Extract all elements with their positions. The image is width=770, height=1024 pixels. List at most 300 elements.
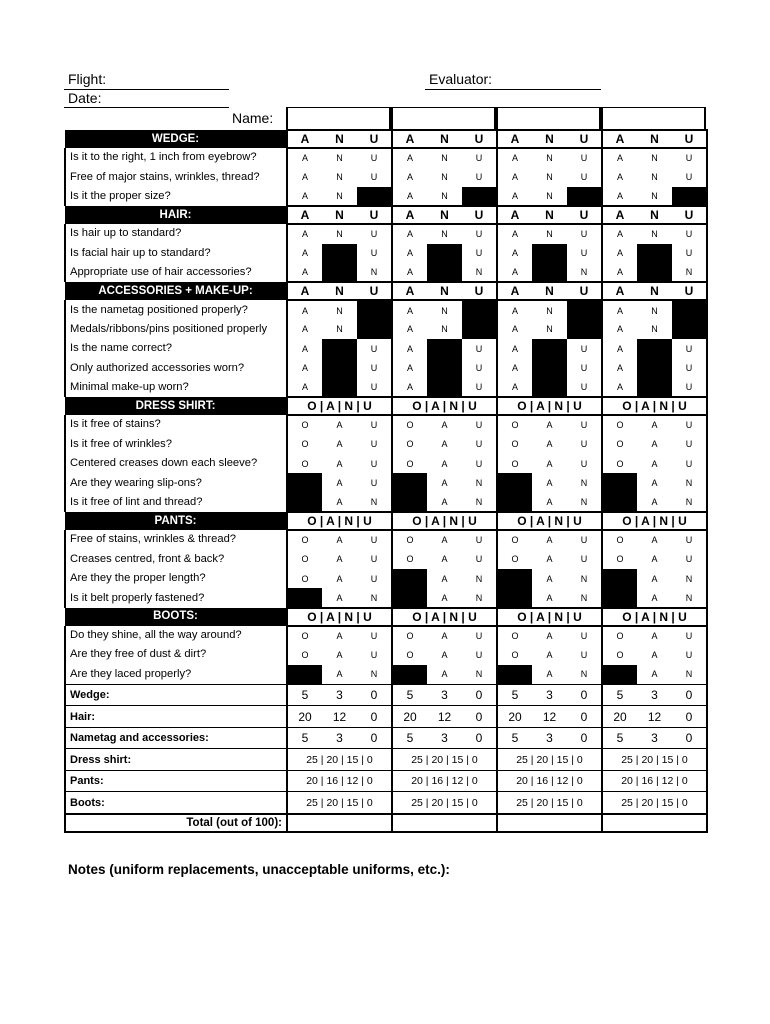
rating-option[interactable]: O <box>287 415 322 434</box>
score-value: 5 <box>392 684 427 706</box>
rating-option[interactable]: O <box>392 645 427 664</box>
rating-option[interactable]: A <box>546 497 553 508</box>
rating-option[interactable]: U <box>567 224 602 243</box>
rating-option[interactable]: A <box>651 554 658 565</box>
score-value: 25 | 20 | 15 | 0 <box>392 792 497 814</box>
rating-option[interactable]: A <box>336 573 343 584</box>
rating-option[interactable]: U <box>672 454 707 473</box>
rating-option[interactable]: A <box>441 420 448 431</box>
rating-option[interactable]: A <box>602 187 637 206</box>
rating-option[interactable]: A <box>287 167 322 186</box>
rating-option[interactable]: N <box>462 588 497 607</box>
total-field[interactable] <box>497 814 602 832</box>
rating-option[interactable]: A <box>287 320 322 339</box>
rating-option[interactable]: A <box>336 420 343 431</box>
rating-option[interactable]: A <box>441 631 448 641</box>
rating-option[interactable]: A <box>497 320 532 339</box>
rating-option[interactable]: O <box>392 530 427 549</box>
rating-option[interactable]: U <box>672 435 707 454</box>
rating-option[interactable]: O <box>602 550 637 569</box>
rating-option[interactable]: N <box>441 229 448 240</box>
rating-option[interactable]: N <box>546 172 553 183</box>
name-label: Name: <box>232 110 274 126</box>
column-header: O | A | N | U <box>287 608 392 626</box>
rating-option[interactable]: N <box>546 229 553 240</box>
score-value: 25 | 20 | 15 | 0 <box>497 792 602 814</box>
rating-option[interactable]: A <box>287 359 322 378</box>
rating-option[interactable]: A <box>546 420 553 431</box>
column-header: U <box>462 130 497 148</box>
section-header: HAIR: <box>65 206 287 224</box>
total-field[interactable] <box>392 814 497 832</box>
rating-option[interactable]: A <box>497 148 532 167</box>
rating-option[interactable]: O <box>287 530 322 549</box>
rating-option[interactable]: A <box>336 535 343 546</box>
rating-option[interactable]: N <box>651 172 658 183</box>
score-value: 25 | 20 | 15 | 0 <box>287 749 392 771</box>
rating-option[interactable]: U <box>357 378 392 397</box>
name-field-1[interactable] <box>286 107 391 130</box>
rating-option[interactable]: U <box>672 415 707 434</box>
rating-option[interactable]: U <box>462 645 497 664</box>
score-value: 0 <box>567 727 602 749</box>
rating-option[interactable]: A <box>392 167 427 186</box>
rating-option[interactable]: U <box>672 224 707 243</box>
rating-option[interactable]: A <box>651 478 658 489</box>
rating-option[interactable]: U <box>672 339 707 358</box>
rating-option[interactable]: A <box>287 244 322 263</box>
rating-option[interactable]: A <box>602 320 637 339</box>
question-label: Is it free of stains? <box>65 415 287 434</box>
column-header: N <box>427 130 462 148</box>
rating-option[interactable]: A <box>651 649 658 660</box>
rating-option[interactable]: A <box>602 167 637 186</box>
rating-option[interactable]: A <box>392 320 427 339</box>
blocked-cell <box>532 244 567 263</box>
rating-option[interactable]: U <box>567 645 602 664</box>
rating-option[interactable]: O <box>497 550 532 569</box>
rating-option[interactable]: O <box>287 626 322 645</box>
rating-option[interactable]: U <box>357 435 392 454</box>
column-header: A <box>497 206 532 224</box>
rating-option[interactable]: U <box>672 244 707 263</box>
rating-option[interactable]: U <box>462 454 497 473</box>
rating-option[interactable]: O <box>497 530 532 549</box>
rating-option[interactable]: O <box>497 645 532 664</box>
rating-option[interactable]: A <box>287 263 322 282</box>
rating-option[interactable]: O <box>497 435 532 454</box>
rating-option[interactable]: A <box>441 497 448 508</box>
score-value: 20 | 16 | 12 | 0 <box>392 770 497 792</box>
rating-option[interactable]: U <box>567 167 602 186</box>
rating-option[interactable]: U <box>462 224 497 243</box>
rating-option[interactable]: A <box>546 631 553 641</box>
rating-option[interactable]: A <box>497 167 532 186</box>
rating-option[interactable]: A <box>497 339 532 358</box>
rating-option[interactable]: N <box>651 153 658 164</box>
rating-option[interactable]: U <box>567 339 602 358</box>
rating-option[interactable]: U <box>357 339 392 358</box>
rating-option[interactable]: U <box>357 530 392 549</box>
rating-option[interactable]: A <box>497 359 532 378</box>
blocked-cell <box>532 263 567 282</box>
rating-option[interactable]: U <box>567 378 602 397</box>
table-row <box>65 339 707 358</box>
rating-option[interactable]: O <box>602 530 637 549</box>
rating-option[interactable]: A <box>546 649 553 660</box>
rating-option[interactable]: A <box>441 458 448 469</box>
rating-option[interactable]: O <box>287 645 322 664</box>
column-header: U <box>462 206 497 224</box>
score-value: 5 <box>287 684 322 706</box>
rating-option[interactable]: U <box>567 415 602 434</box>
name-field-2[interactable] <box>391 107 496 130</box>
blocked-cell <box>392 569 427 588</box>
rating-option[interactable]: U <box>672 359 707 378</box>
rating-option[interactable]: N <box>567 493 602 512</box>
rating-option[interactable]: A <box>651 573 658 584</box>
rating-option[interactable]: U <box>357 626 392 645</box>
rating-option[interactable]: A <box>546 592 553 603</box>
rating-option[interactable]: N <box>336 153 343 164</box>
rating-option[interactable]: N <box>462 665 497 685</box>
rating-option[interactable]: A <box>392 148 427 167</box>
rating-option[interactable]: U <box>567 550 602 569</box>
table-row <box>65 300 707 319</box>
rating-option[interactable]: A <box>602 244 637 263</box>
rating-option[interactable]: U <box>357 224 392 243</box>
rating-option[interactable]: U <box>357 415 392 434</box>
table-row <box>65 359 707 378</box>
rating-option[interactable]: A <box>287 300 322 319</box>
rating-option[interactable]: U <box>462 550 497 569</box>
score-value: 25 | 20 | 15 | 0 <box>287 792 392 814</box>
rating-option[interactable]: A <box>336 649 343 660</box>
rating-option[interactable]: N <box>651 190 658 201</box>
rating-option[interactable]: O <box>392 550 427 569</box>
rating-option[interactable]: U <box>567 454 602 473</box>
rating-option[interactable]: N <box>462 569 497 588</box>
table-row <box>65 148 707 167</box>
blocked-cell <box>672 187 707 206</box>
rating-option[interactable]: N <box>672 493 707 512</box>
question-label: Are they free of dust & dirt? <box>65 645 287 664</box>
score-row <box>65 706 707 728</box>
rating-option[interactable]: N <box>567 665 602 685</box>
rating-option[interactable]: O <box>287 435 322 454</box>
rating-option[interactable]: A <box>441 573 448 584</box>
rating-option[interactable]: O <box>497 626 532 645</box>
rating-option[interactable]: A <box>287 378 322 397</box>
column-header: U <box>672 130 707 148</box>
rating-option[interactable]: A <box>497 187 532 206</box>
rating-option[interactable]: A <box>392 378 427 397</box>
name-field-4[interactable] <box>601 107 706 130</box>
rating-option[interactable]: U <box>357 473 392 492</box>
rating-option[interactable]: A <box>546 439 553 450</box>
rating-option[interactable]: N <box>357 493 392 512</box>
rating-option[interactable]: A <box>336 669 343 680</box>
rating-option[interactable]: U <box>462 167 497 186</box>
table-row <box>65 244 707 263</box>
score-value: 5 <box>602 727 637 749</box>
rating-option[interactable]: O <box>602 454 637 473</box>
rating-option[interactable]: A <box>392 263 427 282</box>
rating-option[interactable]: N <box>546 153 553 164</box>
rating-option[interactable]: A <box>497 378 532 397</box>
rating-option[interactable]: U <box>462 378 497 397</box>
rating-option[interactable]: A <box>392 244 427 263</box>
rating-option[interactable]: A <box>497 300 532 319</box>
score-value: 20 | 16 | 12 | 0 <box>602 770 707 792</box>
rating-option[interactable]: U <box>357 569 392 588</box>
rating-option[interactable]: O <box>392 435 427 454</box>
rating-option[interactable]: A <box>651 420 658 431</box>
rating-option[interactable]: N <box>441 153 448 164</box>
rating-option[interactable]: N <box>336 305 343 316</box>
rating-option[interactable]: A <box>287 339 322 358</box>
rating-option[interactable]: N <box>336 172 343 183</box>
score-row <box>65 770 707 792</box>
rating-option[interactable]: U <box>567 148 602 167</box>
blocked-cell <box>637 244 672 263</box>
rating-option[interactable]: N <box>672 569 707 588</box>
rating-option[interactable]: U <box>672 148 707 167</box>
table-row <box>65 435 707 454</box>
blocked-cell <box>602 588 637 607</box>
column-header: A <box>392 206 427 224</box>
rating-option[interactable]: N <box>357 588 392 607</box>
rating-option[interactable]: A <box>546 573 553 584</box>
rating-option[interactable]: A <box>651 497 658 508</box>
blocked-cell <box>287 473 322 492</box>
rating-option[interactable]: A <box>602 378 637 397</box>
rating-option[interactable]: U <box>357 359 392 378</box>
rating-option[interactable]: A <box>441 554 448 565</box>
rating-option[interactable]: A <box>546 478 553 489</box>
score-value: 0 <box>462 706 497 728</box>
rating-option[interactable]: N <box>672 473 707 492</box>
rating-option[interactable]: N <box>567 588 602 607</box>
section-header: BOOTS: <box>65 608 287 626</box>
rating-option[interactable]: A <box>336 631 343 641</box>
rating-option[interactable]: U <box>462 148 497 167</box>
rating-option[interactable]: O <box>392 626 427 645</box>
column-header: N <box>637 130 672 148</box>
date-line[interactable] <box>64 107 229 108</box>
rating-option[interactable]: U <box>462 626 497 645</box>
score-value: 12 <box>532 706 567 728</box>
rating-option[interactable]: U <box>672 626 707 645</box>
table-row <box>65 224 707 243</box>
rating-option[interactable]: A <box>546 554 553 565</box>
rating-option[interactable]: A <box>497 244 532 263</box>
rating-option[interactable]: N <box>672 263 707 282</box>
blocked-cell <box>322 339 357 358</box>
column-header: A <box>392 282 427 300</box>
table-row <box>65 378 707 397</box>
rating-option[interactable]: O <box>602 435 637 454</box>
rating-option[interactable]: N <box>336 324 343 335</box>
rating-option[interactable]: O <box>602 626 637 645</box>
rating-option[interactable]: N <box>567 263 602 282</box>
rating-option[interactable]: A <box>336 554 343 565</box>
rating-option[interactable]: O <box>497 454 532 473</box>
rating-option[interactable]: A <box>546 535 553 546</box>
rating-option[interactable]: U <box>672 167 707 186</box>
rating-option[interactable]: N <box>651 324 658 335</box>
rating-option[interactable]: N <box>462 473 497 492</box>
rating-option[interactable]: A <box>441 535 448 546</box>
rating-option[interactable]: O <box>287 550 322 569</box>
table-row <box>65 167 707 186</box>
blocked-cell <box>602 473 637 492</box>
rating-option[interactable]: A <box>602 339 637 358</box>
rating-option[interactable]: N <box>567 473 602 492</box>
rating-option[interactable]: A <box>441 439 448 450</box>
rating-option[interactable]: A <box>602 148 637 167</box>
rating-option[interactable]: N <box>462 493 497 512</box>
rating-option[interactable]: A <box>497 224 532 243</box>
rating-option[interactable]: O <box>392 454 427 473</box>
table-row <box>65 473 707 492</box>
rating-option[interactable]: A <box>602 224 637 243</box>
rating-option[interactable]: U <box>462 359 497 378</box>
question-label: Is it free of lint and thread? <box>65 493 287 512</box>
rating-option[interactable]: A <box>602 359 637 378</box>
table-row <box>65 530 707 549</box>
rating-option[interactable]: N <box>441 324 448 335</box>
rating-option[interactable]: U <box>567 435 602 454</box>
blocked-cell <box>532 378 567 397</box>
blocked-cell <box>427 359 462 378</box>
blocked-cell <box>497 665 532 685</box>
rating-option[interactable]: A <box>336 592 343 603</box>
rating-option[interactable]: N <box>336 229 343 240</box>
rating-option[interactable]: U <box>672 530 707 549</box>
rating-option[interactable]: A <box>392 224 427 243</box>
rating-option[interactable]: U <box>462 244 497 263</box>
rating-option[interactable]: N <box>462 263 497 282</box>
name-field-3[interactable] <box>496 107 601 130</box>
rating-option[interactable]: A <box>441 592 448 603</box>
rating-option[interactable]: A <box>497 263 532 282</box>
rating-option[interactable]: O <box>392 415 427 434</box>
rating-option[interactable]: U <box>567 244 602 263</box>
rating-option[interactable]: U <box>567 359 602 378</box>
evaluator-line[interactable] <box>425 89 601 90</box>
column-header: U <box>357 206 392 224</box>
rating-option[interactable]: N <box>441 172 448 183</box>
rating-option[interactable]: U <box>567 626 602 645</box>
question-label: Do they shine, all the way around? <box>65 626 287 645</box>
rating-option[interactable]: U <box>462 415 497 434</box>
total-field[interactable] <box>287 814 392 832</box>
rating-option[interactable]: N <box>441 305 448 316</box>
rating-option[interactable]: O <box>497 415 532 434</box>
rating-option[interactable]: A <box>651 592 658 603</box>
question-label: Is it free of wrinkles? <box>65 435 287 454</box>
score-row <box>65 792 707 814</box>
question-label: Is the nametag positioned properly? <box>65 300 287 319</box>
rating-option[interactable]: U <box>357 148 392 167</box>
question-label: Medals/ribbons/pins positioned properly <box>65 320 287 339</box>
rating-option[interactable]: N <box>672 665 707 685</box>
rating-option[interactable]: A <box>651 669 658 680</box>
rating-option[interactable]: A <box>651 535 658 546</box>
rating-option[interactable]: U <box>357 645 392 664</box>
rating-option[interactable]: A <box>602 263 637 282</box>
rating-option[interactable]: A <box>336 439 343 450</box>
rating-option[interactable]: A <box>392 339 427 358</box>
rating-option[interactable]: U <box>462 435 497 454</box>
rating-option[interactable]: N <box>546 324 553 335</box>
rating-option[interactable]: U <box>357 167 392 186</box>
rating-option[interactable]: A <box>336 497 343 508</box>
rating-option[interactable]: A <box>392 359 427 378</box>
blocked-cell <box>672 300 707 319</box>
rating-option[interactable]: N <box>651 229 658 240</box>
rating-option[interactable]: A <box>392 187 427 206</box>
rating-option[interactable]: U <box>462 339 497 358</box>
rating-option[interactable]: N <box>441 190 448 201</box>
blocked-cell <box>567 187 602 206</box>
rating-option[interactable]: A <box>651 439 658 450</box>
rating-option[interactable]: N <box>357 263 392 282</box>
total-field[interactable] <box>602 814 707 832</box>
rating-option[interactable]: O <box>602 645 637 664</box>
score-value: 5 <box>497 727 532 749</box>
rating-option[interactable]: A <box>546 669 553 680</box>
rating-option[interactable]: U <box>567 530 602 549</box>
rating-option[interactable]: N <box>651 305 658 316</box>
rating-option[interactable]: N <box>336 190 343 201</box>
rating-option[interactable]: U <box>672 550 707 569</box>
rating-option[interactable]: A <box>651 458 658 469</box>
rating-option[interactable]: N <box>546 190 553 201</box>
rating-option[interactable]: N <box>672 588 707 607</box>
rating-option[interactable]: A <box>287 224 322 243</box>
rating-option[interactable]: U <box>672 378 707 397</box>
rating-option[interactable]: U <box>672 645 707 664</box>
rating-option[interactable]: A <box>441 669 448 680</box>
rating-option[interactable]: A <box>287 187 322 206</box>
rating-option[interactable]: U <box>357 244 392 263</box>
rating-option[interactable]: O <box>287 454 322 473</box>
rating-option[interactable]: N <box>357 665 392 685</box>
rating-option[interactable]: A <box>651 631 658 641</box>
rating-option[interactable]: A <box>441 649 448 660</box>
rating-option[interactable]: A <box>392 300 427 319</box>
rating-option[interactable]: O <box>287 569 322 588</box>
rating-option[interactable]: U <box>357 550 392 569</box>
score-value: 25 | 20 | 15 | 0 <box>602 749 707 771</box>
score-value: 20 | 16 | 12 | 0 <box>287 770 392 792</box>
rating-option[interactable]: N <box>546 305 553 316</box>
rating-option[interactable]: A <box>336 478 343 489</box>
rating-option[interactable]: N <box>567 569 602 588</box>
rating-option[interactable]: U <box>462 530 497 549</box>
rating-option[interactable]: U <box>357 454 392 473</box>
rating-option[interactable]: A <box>441 478 448 489</box>
rating-option[interactable]: A <box>287 148 322 167</box>
rating-option[interactable]: A <box>336 458 343 469</box>
rating-option[interactable]: A <box>602 300 637 319</box>
column-header: O | A | N | U <box>602 397 707 415</box>
rating-option[interactable]: A <box>546 458 553 469</box>
question-label: Are they the proper length? <box>65 569 287 588</box>
rating-option[interactable]: O <box>602 415 637 434</box>
